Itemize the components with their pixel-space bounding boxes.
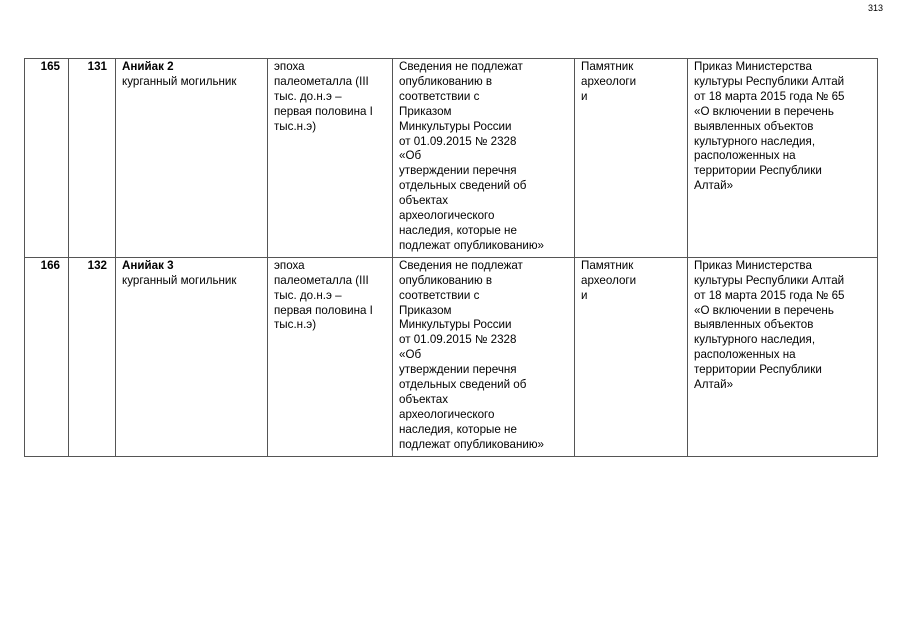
object-name-cell	[116, 59, 268, 258]
object-name: Анийак 3	[122, 258, 174, 272]
object-name-cell	[116, 257, 268, 456]
dating-cell: эпоха палеометалла (III тыс. до.н.э – первая половина I тыс.н.э)	[268, 59, 393, 258]
sub-number-cell: 131	[69, 59, 116, 258]
document-cell: Приказ Министерства культуры Республики Алтай от 18 марта 2015 года № 65 «О включении в перечень выявленных объектов культурного наследия, расположенных на территории Республики Алтай»	[688, 59, 878, 258]
document-cell: Приказ Министерства культуры Республики Алтай от 18 марта 2015 года № 65 «О включении в перечень выявленных объектов культурного наследия, расположенных на территории Республики Алтай»	[688, 257, 878, 456]
table-row	[25, 59, 878, 258]
dating-cell: эпоха палеометалла (III тыс. до.н.э – первая половина I тыс.н.э)	[268, 257, 393, 456]
object-type: курганный могильник	[122, 273, 237, 287]
page-number: 313	[867, 3, 883, 13]
sub-number-cell: 132	[69, 257, 116, 456]
table-row	[25, 257, 878, 456]
row-number-cell: 165	[25, 59, 69, 258]
object-type: курганный могильник	[122, 74, 237, 88]
heritage-objects-table	[24, 58, 878, 457]
info-cell: Сведения не подлежат опубликованию в соответствии с Приказом Минкультуры России от 01.09.2015 № 2328 «Об утверждении перечня отдельных сведений об объектах археологического наследия, которые не подлежат опубликованию»	[393, 59, 575, 258]
object-name: Анийак 2	[122, 60, 174, 73]
category-cell: Памятник археологи и	[575, 257, 688, 456]
category-cell: Памятник археологи и	[575, 59, 688, 258]
row-number-cell: 166	[25, 257, 69, 456]
info-cell: Сведения не подлежат опубликованию в соответствии с Приказом Минкультуры России от 01.09.2015 № 2328 «Об утверждении перечня отдельных сведений об объектах археологического наследия, которые не подлежат опубликованию»	[393, 257, 575, 456]
